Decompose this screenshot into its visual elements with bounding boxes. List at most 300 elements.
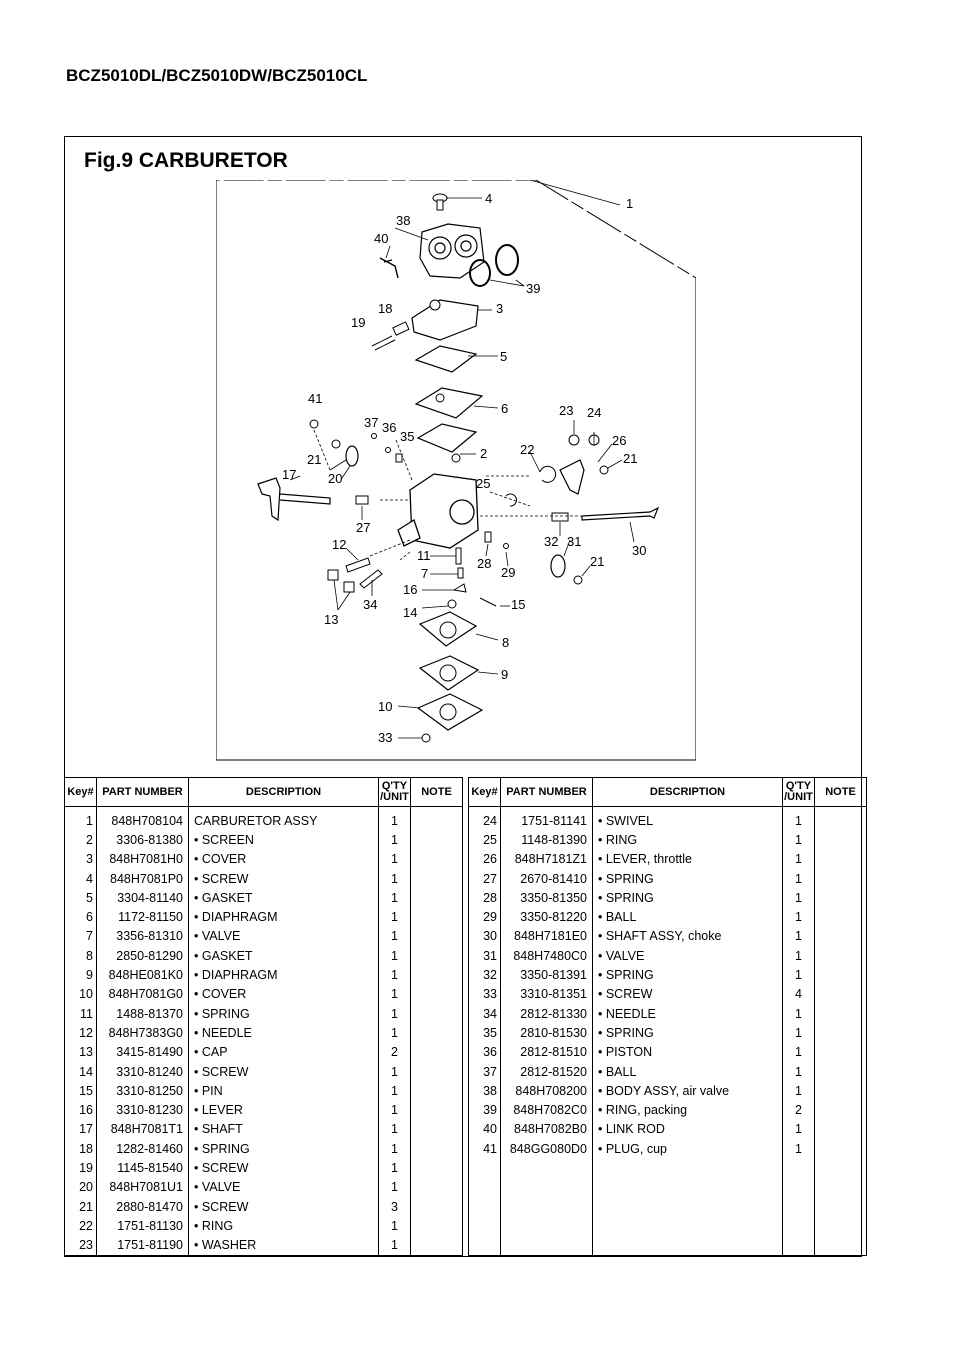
table-row [469,1158,867,1177]
description-cell: • SCREW [189,1062,379,1081]
table-row [65,807,463,831]
note-cell [411,869,463,888]
table-row [65,1004,463,1023]
part-number-cell [501,1158,593,1177]
key-cell: 8 [65,946,97,965]
callout-label: 17 [282,467,297,482]
table-row [469,1236,867,1256]
part-number-cell: 1145-81540 [97,1158,189,1177]
description-cell: • VALVE [189,1178,379,1197]
part-number-cell: 3310-81351 [501,985,593,1004]
part-number-cell: 2880-81470 [97,1197,189,1216]
description-cell: • SCREW [189,869,379,888]
callout-label: 8 [502,635,510,650]
description-cell: • SPRING [593,869,783,888]
description-cell: • SPRING [189,1139,379,1158]
callout-label: 23 [559,403,574,418]
description-cell: • SPRING [189,1004,379,1023]
callout-label: 32 [544,534,559,549]
key-cell: 38 [469,1081,501,1100]
description-cell: • BALL [593,907,783,926]
part-number-cell: 848H7081U1 [97,1178,189,1197]
part-number-cell: 848H708200 [501,1081,593,1100]
qty-cell: 2 [783,1100,815,1119]
part-number-cell: 848H7081H0 [97,850,189,869]
callout-label: 5 [500,349,508,364]
qty-cell: 1 [379,869,411,888]
key-cell: 28 [469,888,501,907]
description-cell: • PLUG, cup [593,1139,783,1158]
description-cell: • SHAFT ASSY, choke [593,927,783,946]
table-row [469,1120,867,1139]
description-cell: • COVER [189,850,379,869]
note-cell [815,927,867,946]
key-cell: 1 [65,807,97,831]
callout-label: 39 [526,281,541,296]
qty-cell: 4 [783,985,815,1004]
note-cell [411,1139,463,1158]
col-description: DESCRIPTION [593,778,783,807]
key-cell: 19 [65,1158,97,1177]
key-cell: 14 [65,1062,97,1081]
qty-cell: 1 [379,907,411,926]
key-cell: 20 [65,1178,97,1197]
callout-label: 26 [612,433,627,448]
note-cell [815,1062,867,1081]
key-cell [469,1158,501,1177]
callout-label: 33 [378,730,393,745]
callout-label: 29 [501,565,516,580]
note-cell [815,1081,867,1100]
callout-label: 38 [396,213,411,228]
part-number-cell: 1751-81130 [97,1216,189,1235]
part-number-cell: 3350-81350 [501,888,593,907]
key-cell: 25 [469,830,501,849]
table-row [469,1004,867,1023]
col-description: DESCRIPTION [189,778,379,807]
description-cell: • SPRING [593,965,783,984]
note-cell [411,807,463,831]
description-cell: • SHAFT [189,1120,379,1139]
note-cell [411,1023,463,1042]
description-cell: • CAP [189,1043,379,1062]
col-note: NOTE [815,778,867,807]
note-cell [411,1236,463,1256]
col-qty: Q'TY /UNIT [379,778,411,807]
note-cell [815,946,867,965]
part-number-cell: 848HE081K0 [97,965,189,984]
table-row [65,1216,463,1235]
callout-label: 41 [308,391,323,406]
note-cell [815,1139,867,1158]
callout-label: 25 [476,476,491,491]
table-row [469,1043,867,1062]
key-cell [469,1236,501,1256]
key-cell: 23 [65,1236,97,1256]
qty-cell: 1 [783,1043,815,1062]
note-cell [411,1004,463,1023]
note-cell [815,1197,867,1216]
note-cell [411,1100,463,1119]
qty-cell: 1 [379,807,411,831]
table-row [65,1178,463,1197]
key-cell: 2 [65,830,97,849]
description-cell: • RING [189,1216,379,1235]
part-number-cell [501,1236,593,1256]
callout-label: 9 [501,667,509,682]
description-cell: • SCREW [189,1197,379,1216]
callout-label: 6 [501,401,509,416]
qty-cell [783,1216,815,1235]
key-cell: 18 [65,1139,97,1158]
table-row [469,807,867,831]
description-cell: • LEVER [189,1100,379,1119]
callout-label: 34 [363,597,378,612]
part-number-cell: 848H708104 [97,807,189,831]
key-cell: 11 [65,1004,97,1023]
model-title: BCZ5010DL/BCZ5010DW/BCZ5010CL [66,66,368,85]
key-cell: 34 [469,1004,501,1023]
note-cell [411,985,463,1004]
description-cell: • RING, packing [593,1100,783,1119]
part-number-cell: 3310-81250 [97,1081,189,1100]
note-cell [411,927,463,946]
table-row [65,830,463,849]
callout-label: 21 [623,451,638,466]
col-part-number: PART NUMBER [97,778,189,807]
part-number-cell: 848GG080D0 [501,1139,593,1158]
note-cell [411,1178,463,1197]
callout-label: 15 [511,597,526,612]
qty-cell: 1 [783,965,815,984]
part-number-cell [501,1216,593,1235]
col-key: Key# [469,778,501,807]
note-cell [411,1197,463,1216]
description-cell: • RING [593,830,783,849]
key-cell: 31 [469,946,501,965]
part-number-cell [501,1197,593,1216]
qty-cell: 1 [379,1004,411,1023]
description-cell: • DIAPHRAGM [189,907,379,926]
description-cell [593,1158,783,1177]
table-row [469,1062,867,1081]
callout-label: 18 [378,301,393,316]
key-cell [469,1197,501,1216]
callout-label: 24 [587,405,602,420]
callout-label: 7 [421,566,429,581]
part-number-cell: 848H7383G0 [97,1023,189,1042]
note-cell [411,1216,463,1235]
part-number-cell: 848H7181E0 [501,927,593,946]
table-row [469,1139,867,1158]
qty-cell: 1 [379,1062,411,1081]
qty-cell: 1 [379,1178,411,1197]
callout-label: 36 [382,420,397,435]
key-cell: 6 [65,907,97,926]
key-cell: 7 [65,927,97,946]
part-number-cell: 3310-81230 [97,1100,189,1119]
qty-cell: 1 [783,888,815,907]
note-cell [815,985,867,1004]
key-cell: 40 [469,1120,501,1139]
part-number-cell: 1148-81390 [501,830,593,849]
part-number-cell: 848H7480C0 [501,946,593,965]
note-cell [815,1216,867,1235]
note-cell [815,965,867,984]
key-cell: 10 [65,985,97,1004]
table-row [65,850,463,869]
part-number-cell: 2812-81330 [501,1004,593,1023]
table-row [469,830,867,849]
key-cell: 12 [65,1023,97,1042]
part-number-cell: 848H7081G0 [97,985,189,1004]
table-row [65,1139,463,1158]
part-number-cell [501,1178,593,1197]
description-cell: • WASHER [189,1236,379,1256]
key-cell: 24 [469,807,501,831]
table-row [65,888,463,907]
description-cell [593,1236,783,1256]
qty-cell: 1 [783,1004,815,1023]
note-cell [411,1120,463,1139]
key-cell: 15 [65,1081,97,1100]
part-number-cell: 2670-81410 [501,869,593,888]
description-cell: • VALVE [593,946,783,965]
table-row [469,946,867,965]
note-cell [815,1023,867,1042]
callout-label: 35 [400,429,415,444]
description-cell: • SWIVEL [593,807,783,831]
carburetor-body [398,474,478,548]
exploded-view-diagram [216,180,696,762]
callout-label: 28 [477,556,492,571]
note-cell [411,965,463,984]
col-key: Key# [65,778,97,807]
note-cell [815,1100,867,1119]
key-cell: 33 [469,985,501,1004]
callout-label: 37 [364,415,379,430]
note-cell [815,907,867,926]
table-row [469,888,867,907]
part-number-cell: 848H7181Z1 [501,850,593,869]
callout-label: 40 [374,231,389,246]
qty-cell: 1 [783,1062,815,1081]
description-cell: • LEVER, throttle [593,850,783,869]
qty-cell: 1 [783,830,815,849]
table-row [469,850,867,869]
qty-cell: 1 [379,1081,411,1100]
air-valve-body [420,224,484,278]
callout-label: 31 [567,534,582,549]
table-row [65,1236,463,1256]
table-row [469,1178,867,1197]
callout-label: 21 [590,554,605,569]
note-cell [815,850,867,869]
description-cell: • GASKET [189,946,379,965]
note-cell [411,907,463,926]
table-row [65,1197,463,1216]
key-cell: 22 [65,1216,97,1235]
note-cell [815,1178,867,1197]
part-number-cell: 3356-81310 [97,927,189,946]
key-cell: 39 [469,1100,501,1119]
qty-cell: 1 [379,850,411,869]
qty-cell: 1 [379,1100,411,1119]
screw-4 [433,194,447,210]
note-cell [411,1043,463,1062]
note-cell [411,888,463,907]
part-number-cell: 2850-81290 [97,946,189,965]
key-cell: 13 [65,1043,97,1062]
qty-cell: 1 [379,888,411,907]
description-cell: • NEEDLE [189,1023,379,1042]
callout-label: 19 [351,315,366,330]
note-cell [815,1043,867,1062]
qty-cell [783,1158,815,1177]
part-number-cell: 3310-81240 [97,1062,189,1081]
table-row [469,1100,867,1119]
callout-label: 27 [356,520,371,535]
table-row [65,1158,463,1177]
col-part-number: PART NUMBER [501,778,593,807]
key-cell: 37 [469,1062,501,1081]
note-cell [815,1236,867,1256]
callout-label: 14 [403,605,418,620]
part-number-cell: 3304-81140 [97,888,189,907]
parts-table-left [64,777,463,1256]
table-row [65,965,463,984]
qty-cell: 1 [783,907,815,926]
qty-cell [783,1178,815,1197]
note-cell [815,807,867,831]
figure-title: Fig.9 CARBURETOR [84,149,288,172]
description-cell: • BALL [593,1062,783,1081]
part-number-cell: 3350-81391 [501,965,593,984]
description-cell: • LINK ROD [593,1120,783,1139]
table-row [469,869,867,888]
qty-cell: 1 [783,869,815,888]
qty-cell: 1 [783,807,815,831]
callout-label: 2 [480,446,488,461]
key-cell [469,1178,501,1197]
table-row [469,965,867,984]
description-cell: • NEEDLE [593,1004,783,1023]
callout-label: 11 [417,548,431,563]
key-cell: 36 [469,1043,501,1062]
table-row [65,1043,463,1062]
qty-cell: 1 [379,1139,411,1158]
description-cell: • SCREEN [189,830,379,849]
description-cell: • COVER [189,985,379,1004]
table-row [469,1081,867,1100]
table-row [65,1023,463,1042]
part-number-cell: 3306-81380 [97,830,189,849]
key-cell [469,1216,501,1235]
qty-cell: 1 [379,1236,411,1256]
table-row [469,907,867,926]
part-number-cell: 2810-81530 [501,1023,593,1042]
note-cell [815,830,867,849]
part-number-cell: 848H7081P0 [97,869,189,888]
part-number-cell: 3350-81220 [501,907,593,926]
description-cell [593,1197,783,1216]
key-cell: 9 [65,965,97,984]
callout-label: 3 [496,301,504,316]
callout-label: 12 [332,537,347,552]
description-cell: • SPRING [593,1023,783,1042]
qty-cell: 2 [379,1043,411,1062]
description-cell [593,1216,783,1235]
note-cell [411,1158,463,1177]
description-cell: CARBURETOR ASSY [189,807,379,831]
part-number-cell: 1488-81370 [97,1004,189,1023]
col-note: NOTE [411,778,463,807]
key-cell: 21 [65,1197,97,1216]
table-row [65,1120,463,1139]
table-row [65,985,463,1004]
key-cell: 3 [65,850,97,869]
note-cell [411,1081,463,1100]
part-number-cell: 3415-81490 [97,1043,189,1062]
description-cell: • VALVE [189,927,379,946]
table-row [65,1081,463,1100]
part-number-cell: 848H7082C0 [501,1100,593,1119]
qty-cell: 1 [783,927,815,946]
qty-cell [783,1197,815,1216]
description-cell: • SCREW [189,1158,379,1177]
table-row [469,1216,867,1235]
callout-label: 1 [626,196,634,211]
qty-cell: 1 [379,927,411,946]
note-cell [815,869,867,888]
qty-cell: 1 [783,1120,815,1139]
callout-label: 20 [328,471,343,486]
description-cell: • SPRING [593,888,783,907]
key-cell: 35 [469,1023,501,1042]
qty-cell: 3 [379,1197,411,1216]
note-cell [815,1158,867,1177]
table-row [469,985,867,1004]
qty-cell: 1 [783,946,815,965]
qty-cell: 1 [379,985,411,1004]
key-cell: 17 [65,1120,97,1139]
key-cell: 32 [469,965,501,984]
table-row [469,927,867,946]
key-cell: 41 [469,1139,501,1158]
description-cell: • GASKET [189,888,379,907]
qty-cell: 1 [379,946,411,965]
note-cell [411,946,463,965]
table-row [65,927,463,946]
part-number-cell: 1172-81150 [97,907,189,926]
part-number-cell: 848H7081T1 [97,1120,189,1139]
part-number-cell: 1751-81141 [501,807,593,831]
note-cell [815,1004,867,1023]
table-row [65,907,463,926]
qty-cell: 1 [379,1216,411,1235]
table-row [65,1100,463,1119]
qty-cell: 1 [783,1081,815,1100]
callout-label: 22 [520,442,535,457]
table-row [469,1197,867,1216]
col-qty: Q'TY /UNIT [783,778,815,807]
parts-table-right [468,777,867,1256]
part-number-cell: 1751-81190 [97,1236,189,1256]
table-row [65,946,463,965]
qty-cell: 1 [783,1023,815,1042]
callout-label: 13 [324,612,339,627]
qty-cell [783,1236,815,1256]
